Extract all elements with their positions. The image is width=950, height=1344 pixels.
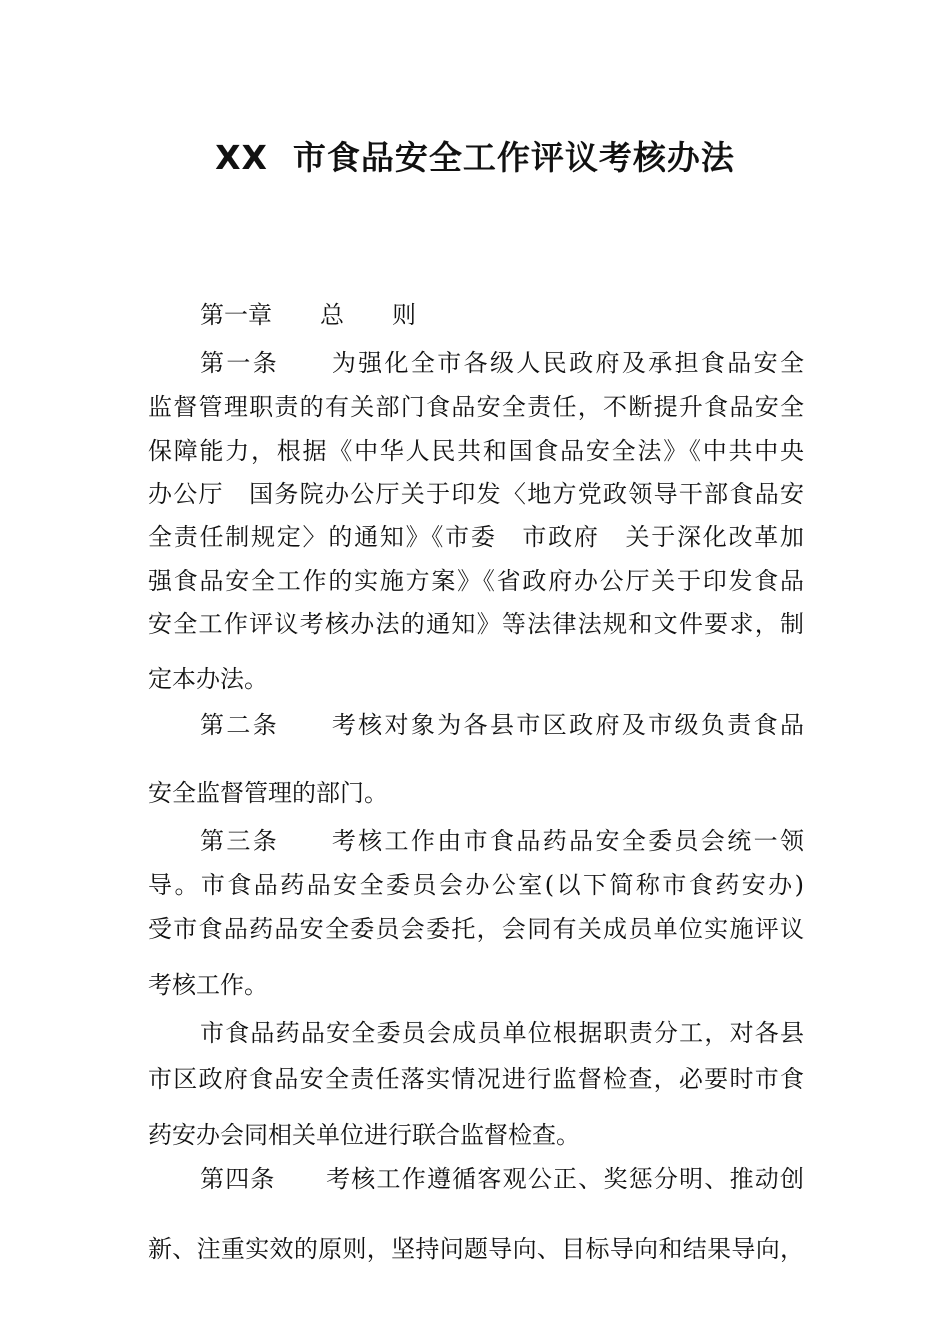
body-line: 保障能力，根据《中华人民共和国食品安全法》《中共中央 — [148, 437, 804, 465]
body-line: 第四条 考核工作遵循客观公正、奖惩分明、推动创 — [200, 1165, 804, 1193]
body-line: 受市食品药品安全委员会委托，会同有关成员单位实施评议 — [148, 915, 804, 943]
body-line: 监督管理职责的有关部门食品安全责任，不断提升食品安全 — [148, 393, 804, 421]
body-line: 全责任制规定〉的通知》《市委 市政府 关于深化改革加 — [148, 523, 804, 551]
body-line: 安全工作评议考核办法的通知》等法律法规和文件要求，制 — [148, 610, 804, 638]
body-line: 强食品安全工作的实施方案》《省政府办公厅关于印发食品 — [148, 567, 804, 595]
body-line: 新、注重实效的原则，坚持问题导向、目标导向和结果导向， — [148, 1235, 804, 1263]
body-line: 市食品药品安全委员会成员单位根据职责分工，对各县 — [200, 1019, 804, 1047]
body-line: 第一条 为强化全市各级人民政府及承担食品安全 — [200, 349, 804, 377]
body-line: 办公厅 国务院办公厅关于印发〈地方党政领导干部食品安 — [148, 480, 804, 508]
body-line: 药安办会同相关单位进行联合监督检查。 — [148, 1121, 580, 1149]
body-line: 定本办法。 — [148, 665, 268, 693]
body-line: 第二条 考核对象为各县市区政府及市级负责食品 — [200, 711, 804, 739]
chapter-heading: 第一章 总 则 — [200, 301, 416, 329]
body-line: 市区政府食品安全责任落实情况进行监督检查，必要时市食 — [148, 1065, 804, 1093]
body-line: 考核工作。 — [148, 971, 268, 999]
document-title: XX 市食品安全工作评议考核办法 — [215, 138, 735, 177]
body-line: 第三条 考核工作由市食品药品安全委员会统一领 — [200, 827, 804, 855]
body-line: 安全监督管理的部门。 — [148, 779, 388, 807]
body-line: 导。市食品药品安全委员会办公室(以下简称市食药安办) — [148, 871, 804, 899]
